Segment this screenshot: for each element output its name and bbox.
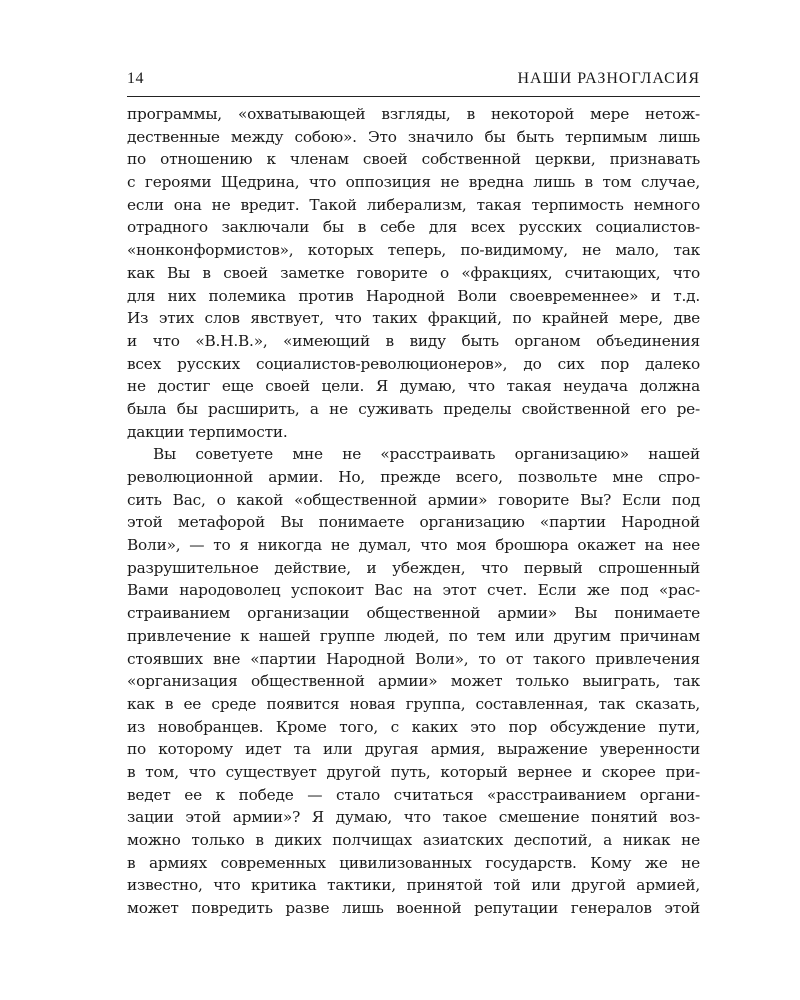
text-line: как Вы в своей заметке говорите о «фракциях, считающих, что xyxy=(127,263,700,282)
text-line: страиванием организации общественной армии» Вы понимаете xyxy=(127,604,700,623)
text-line: «организация общественной армии» может только выиграть, так xyxy=(127,672,700,691)
text-line: революционной армии. Но, прежде всего, позвольте мне спро- xyxy=(127,468,700,486)
text-line: ведет ее к победе — стало считаться «расстраиванием органи- xyxy=(127,785,700,804)
text-line: стоявших вне «партии Народной Воли», то от такого привлечения xyxy=(127,649,700,668)
body-text xyxy=(127,103,700,920)
text-line: в армиях современных цивилизованных государств. Кому же не xyxy=(127,853,700,872)
text-line: была бы расширить, а не суживать пределы свойственной его ре- xyxy=(127,399,700,418)
text-line: и что «В.Н.В.», «имеющий в виду быть органом объединения xyxy=(127,331,700,350)
text-line: привлечение к нашей группе людей, по тем или другим причинам xyxy=(127,626,700,645)
running-head xyxy=(127,70,700,97)
text-line: сить Вас, о какой «общественной армии» говорите Вы? Если под xyxy=(127,490,700,509)
text-line: отрадного заключали бы в себе для всех русских социалистов- xyxy=(127,218,700,237)
text-line: по отношению к членам своей собственной церкви, признавать xyxy=(127,150,700,169)
text-line: этой метафорой Вы понимаете организацию «партии Народной xyxy=(127,513,700,532)
paragraph-first-line: Вы советуете мне не «расстраивать организацию» нашей xyxy=(153,445,700,464)
text-line: с героями Щедрина, что оппозиция не вредна лишь в том случае, xyxy=(127,173,700,192)
text-line: разрушительное действие, и убежден, что первый спрошенный xyxy=(127,558,700,577)
text-line: не достиг еще своей цели. Я думаю, что такая неудача должна xyxy=(127,377,700,396)
text-line: Воли», — то я никогда не думал, что моя брошюра окажет на нее xyxy=(127,536,700,555)
text-line: программы, «охватывающей взгляды, в некоторой мере нетож- xyxy=(127,105,700,123)
text-line: по которому идет та или другая армия, выражение уверенности xyxy=(127,740,700,759)
text-line: «нонконформистов», которых теперь, по-видимому, не мало, так xyxy=(127,241,700,260)
text-line: всех русских социалистов-революционеров», до сих пор далеко xyxy=(127,354,700,373)
text-line: Из этих слов явствует, что таких фракций, по крайней мере, две xyxy=(127,309,700,328)
book-page xyxy=(127,70,700,920)
text-line: Вами народоволец успокоит Вас на этот счет. Если же под «рас- xyxy=(127,581,700,600)
text-line: для них полемика против Народной Воли своевременнее» и т.д. xyxy=(127,286,700,305)
paragraph-end-line: дакции терпимости. xyxy=(127,422,288,441)
running-title: НАШИ РАЗНОГЛАСИЯ xyxy=(517,70,700,87)
text-line: зации этой армии»? Я думаю, что такое смешение понятий воз- xyxy=(127,808,700,827)
text-line: дественные между собою». Это значило бы быть терпимым лишь xyxy=(127,127,700,146)
text-line: в том, что существует другой путь, который вернее и скорее при- xyxy=(127,762,700,781)
text-line: может повредить разве лишь военной репутации генералов этой xyxy=(127,899,700,918)
text-line: можно только в диких полчищах азиатских деспотий, а никак не xyxy=(127,831,700,849)
text-line: если она не вредит. Такой либерализм, такая терпимость немного xyxy=(127,195,700,214)
page-number: 14 xyxy=(127,70,144,87)
text-line: известно, что критика тактики, принятой той или другой армией, xyxy=(127,876,700,895)
text-line: из новобранцев. Кроме того, с каких это пор обсуждение пути, xyxy=(127,717,700,736)
text-line: как в ее среде появится новая группа, составленная, так сказать, xyxy=(127,694,700,713)
